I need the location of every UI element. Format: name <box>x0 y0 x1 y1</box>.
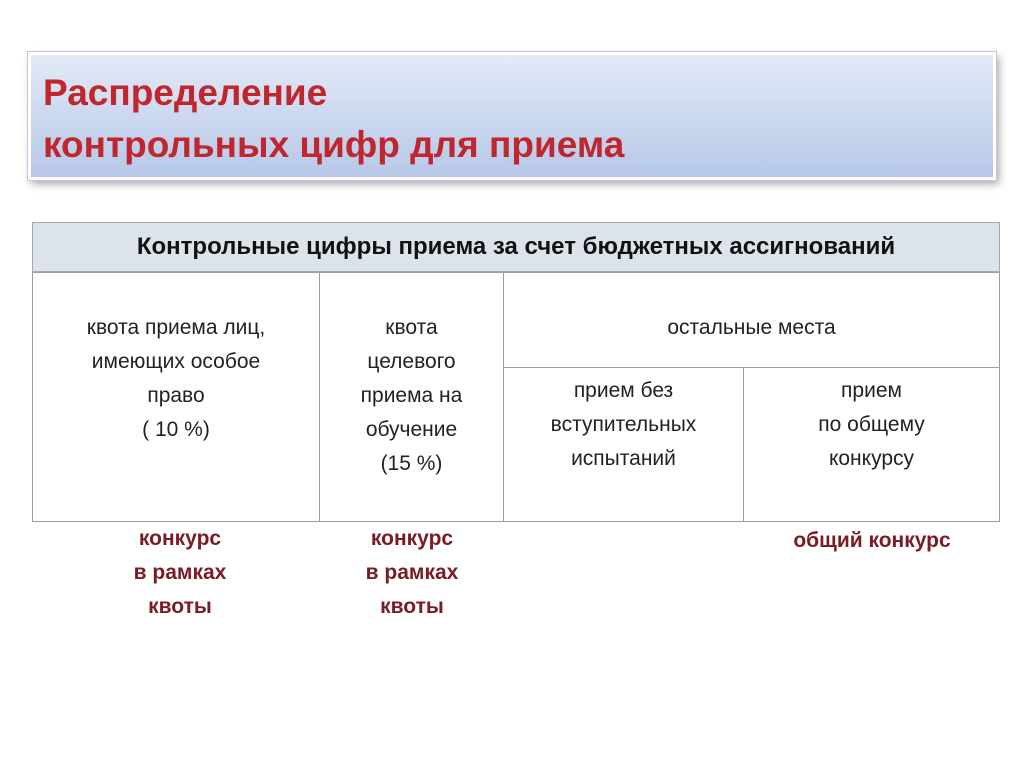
quota-special-line-3: право <box>147 384 205 407</box>
general-contest-note <box>760 524 984 558</box>
general-line-3: конкурсу <box>828 447 915 470</box>
other-places-label: остальные места <box>667 316 836 339</box>
general-line-2: по общему <box>818 413 925 436</box>
quota-target-line-4: обучение <box>365 418 458 441</box>
note-2-line-1: конкурс <box>370 527 454 550</box>
quota-target-percent: (15 %) <box>380 452 443 475</box>
general-admission-cell <box>743 367 1000 522</box>
quota-contest-note-1 <box>96 522 264 624</box>
no-exams-line-2: вступительных <box>550 413 697 436</box>
quota-target-cell <box>319 272 504 522</box>
quota-special-right-cell <box>32 272 320 522</box>
quota-special-line-1: квота приема лиц, <box>86 316 266 339</box>
no-exams-line-1: прием без <box>573 379 674 402</box>
slide-title-line-1: Распределение <box>43 72 328 113</box>
no-exams-cell <box>503 367 744 522</box>
note-1-line-1: конкурс <box>138 527 222 550</box>
table-header-text: Контрольные цифры приема за счет бюджетных ассигнований <box>136 233 896 260</box>
note-3-text: общий конкурс <box>793 529 951 552</box>
quota-special-line-2: имеющих особое <box>91 350 261 373</box>
quota-target-line-2: целевого <box>367 350 456 373</box>
note-2-line-3: квоты <box>380 595 444 618</box>
title-banner <box>28 52 996 180</box>
admission-figures-table <box>32 222 1000 522</box>
quota-special-percent: ( 10 %) <box>142 418 210 441</box>
table-header <box>32 222 1000 272</box>
other-places-cell <box>503 272 1000 368</box>
quota-target-line-1: квота <box>385 316 438 339</box>
note-1-line-2: в рамках <box>133 561 227 584</box>
slide-title-line-2: контрольных цифр для приема <box>43 124 625 165</box>
general-line-1: прием <box>841 379 902 402</box>
quota-target-line-3: приема на <box>360 384 463 407</box>
note-1-line-3: квоты <box>148 595 212 618</box>
note-2-line-2: в рамках <box>365 561 459 584</box>
quota-contest-note-2 <box>330 522 494 624</box>
no-exams-line-3: испытаний <box>571 447 676 470</box>
